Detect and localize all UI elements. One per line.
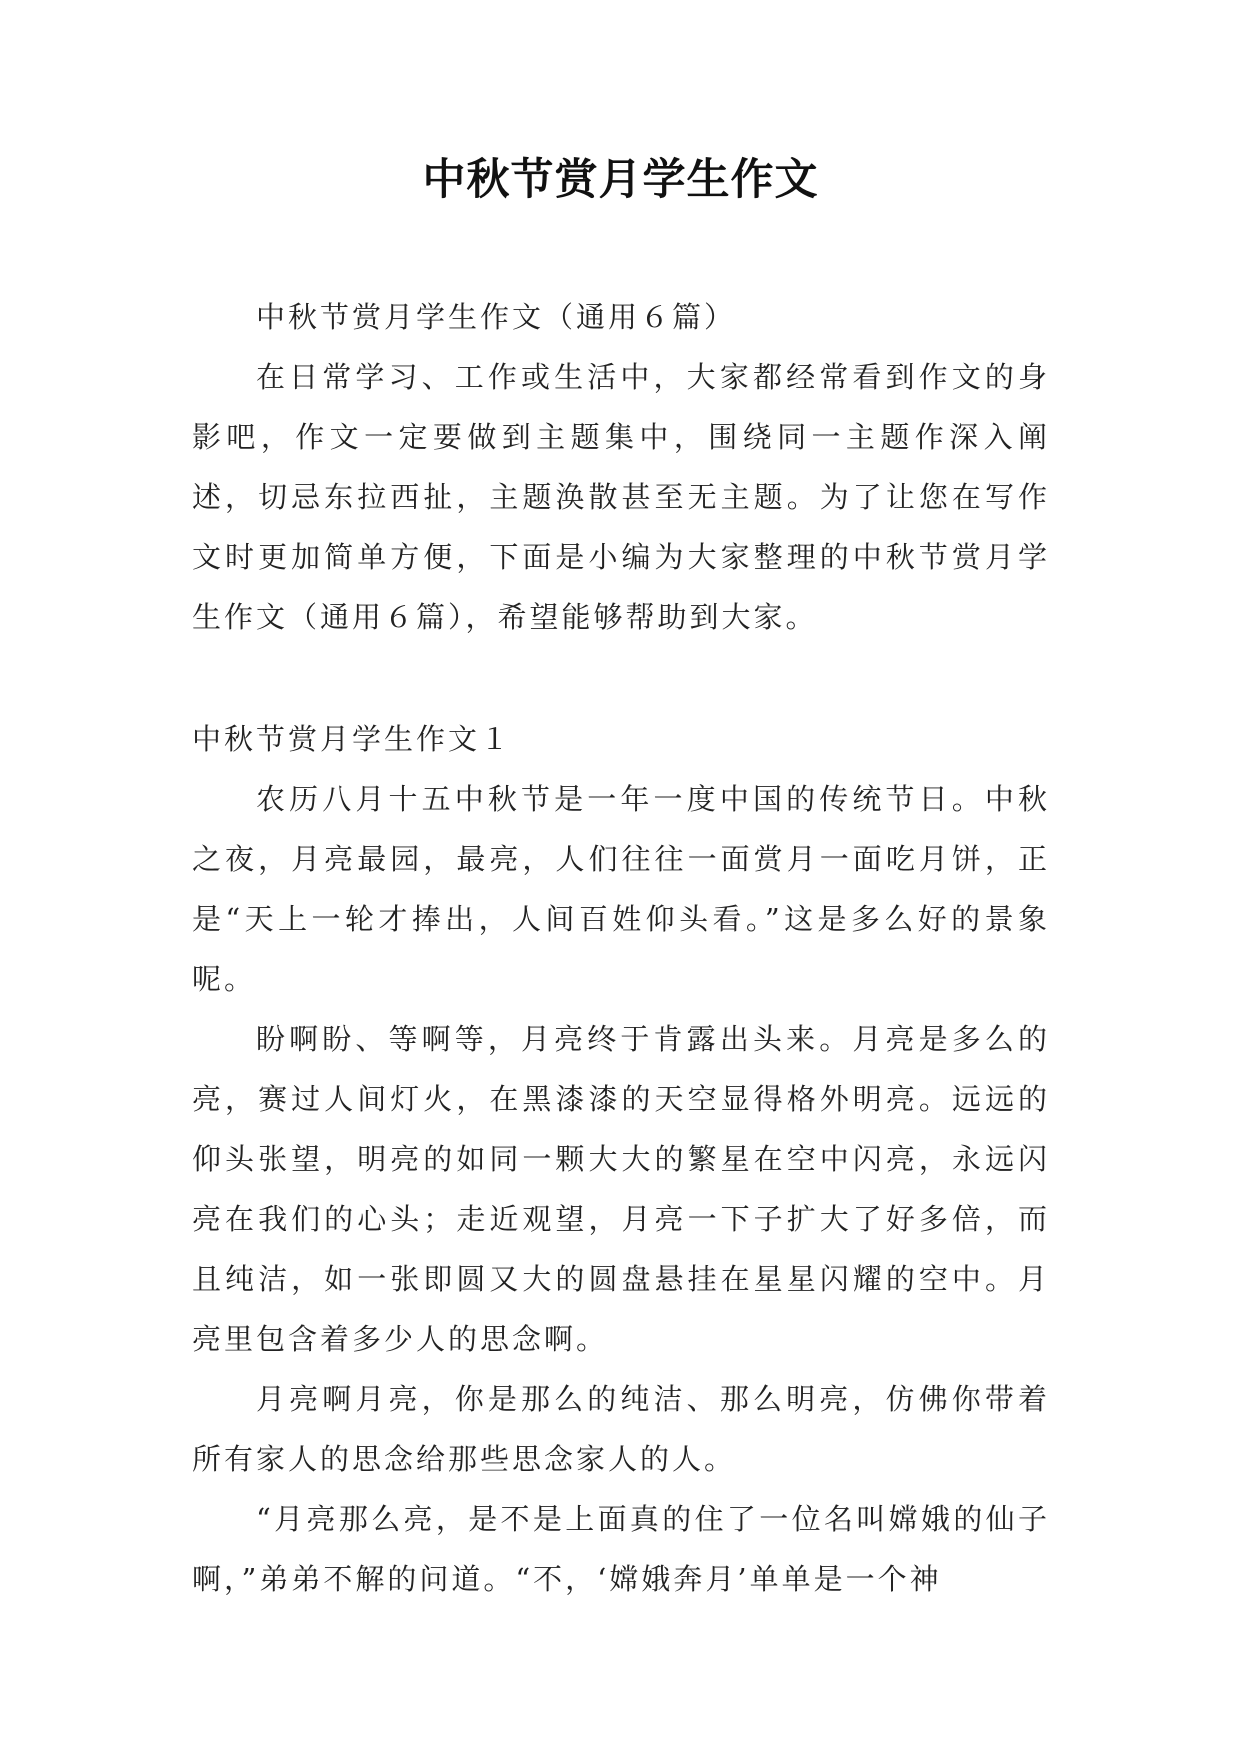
document-title: 中秋节赏月学生作文 [422, 155, 819, 205]
section-heading: 中秋节赏月学生作文１ [192, 722, 513, 756]
intro-paragraph: 在日常学习、工作或生活中，大家都经常看到作文的身影吧，作文一定要做到主题集中，围绕同一主题作深入阐述，切忌东拉西扯，主题涣散甚至无主题。为了让您在写作文时更加简单方便，下面是小编为大家整理的中秋节赏月学生作文（通用６篇），希望能够帮助到大家。 [192, 360, 1050, 634]
document-body [192, 287, 1050, 1609]
body-paragraph-2: 盼啊盼、等啊等，月亮终于肯露出头来。月亮是多么的亮，赛过人间灯火，在黑漆漆的天空显得格外明亮。远远的仰头张望，明亮的如同一颗大大的繁星在空中闪亮，永远闪亮在我们的心头；走近观望，月亮一下子扩大了好多倍，而且纯洁，如一张即圆又大的圆盘悬挂在星星闪耀的空中。月亮里包含着多少人的思念啊。 [192, 1022, 1050, 1356]
body-paragraph-1: 农历八月十五中秋节是一年一度中国的传统节日。中秋之夜，月亮最园，最亮，人们往往一面赏月一面吃月饼，正是“天上一轮才捧出，人间百姓仰头看。”这是多么好的景象呢。 [192, 782, 1050, 996]
body-paragraph-3: 月亮啊月亮，你是那么的纯洁、那么明亮，仿佛你带着所有家人的思念给那些思念家人的人。 [192, 1382, 1050, 1476]
body-paragraph-4: “月亮那么亮，是不是上面真的住了一位名叫嫦娥的仙子啊，”弟弟不解的问道。“不，‘嫦娥奔月’单单是一个神 [192, 1502, 1050, 1596]
document-subtitle: 中秋节赏月学生作文（通用６篇） [256, 300, 737, 334]
